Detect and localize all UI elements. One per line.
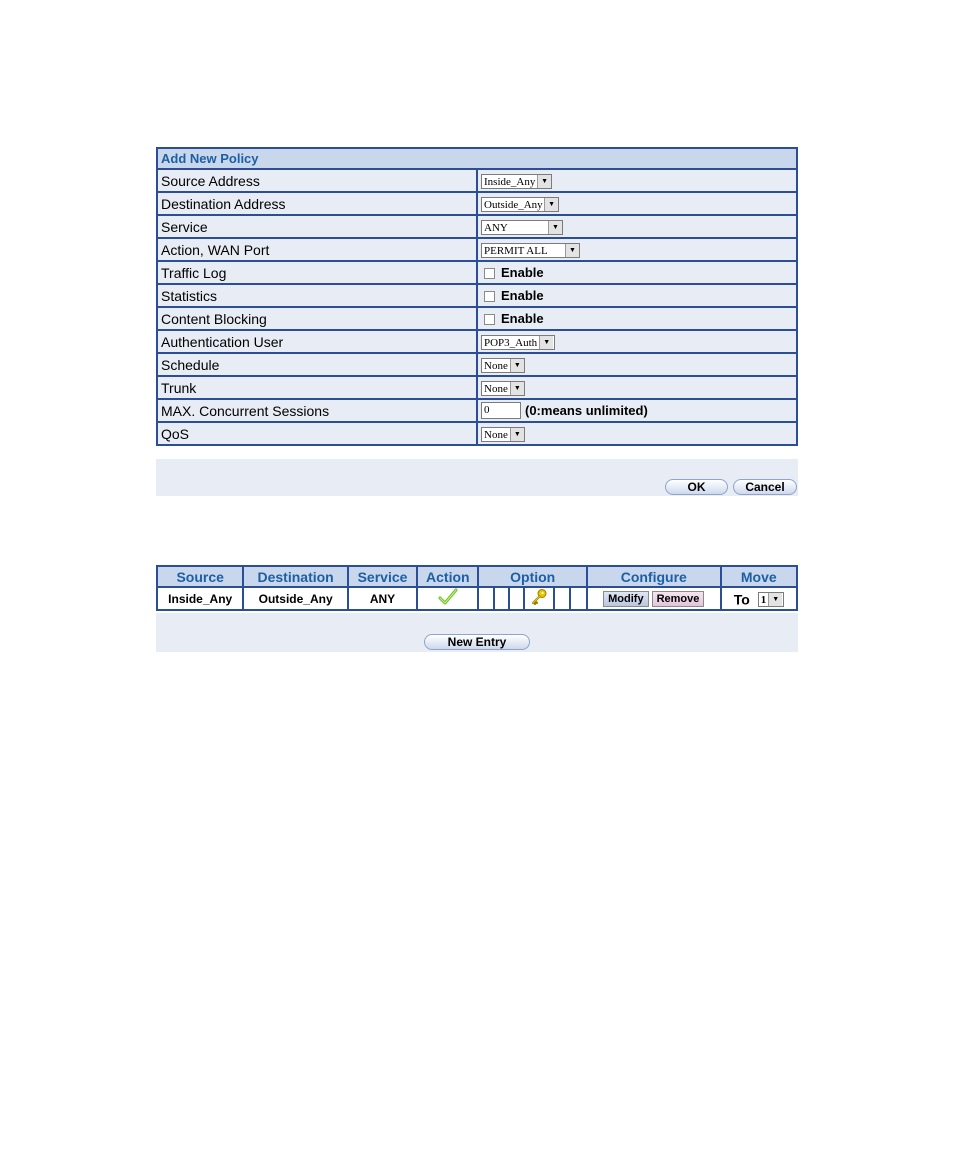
traffic-log-enable-label: Enable [501, 265, 544, 281]
col-header-destination: Destination [243, 566, 347, 587]
authentication-user-row [157, 330, 797, 353]
trunk-row [157, 376, 797, 399]
traffic-log-label: Traffic Log [157, 261, 477, 284]
row-destination: Outside_Any [243, 587, 347, 610]
option-cell-auth [524, 587, 554, 610]
col-header-move: Move [721, 566, 797, 587]
source-address-select[interactable] [481, 174, 552, 189]
content-blocking-checkbox[interactable] [484, 314, 495, 325]
qos-value: None [484, 428, 508, 441]
chevron-down-icon: ▼ [565, 244, 579, 257]
authentication-user-label: Authentication User [157, 330, 477, 353]
trunk-label: Trunk [157, 376, 477, 399]
move-position-value: 1 [760, 593, 767, 606]
chevron-down-icon: ▼ [539, 336, 553, 349]
option-cell-2 [494, 587, 509, 610]
source-address-row [157, 169, 797, 192]
chevron-down-icon: ▼ [510, 428, 524, 441]
action-wan-port-value: PERMIT ALL [484, 244, 548, 257]
col-header-service: Service [348, 566, 417, 587]
chevron-down-icon: ▼ [537, 175, 551, 188]
destination-address-value: Outside_Any [484, 198, 543, 211]
chevron-down-icon: ▼ [768, 593, 782, 606]
move-position-select[interactable] [758, 592, 784, 607]
chevron-down-icon: ▼ [548, 221, 562, 234]
action-wan-port-row [157, 238, 797, 261]
traffic-log-checkbox[interactable] [484, 268, 495, 279]
trunk-value: None [484, 382, 508, 395]
max-sessions-hint: (0:means unlimited) [525, 403, 648, 419]
source-address-value: Inside_Any [484, 175, 536, 188]
form-title: Add New Policy [157, 148, 797, 169]
list-header-row [157, 566, 797, 587]
statistics-label: Statistics [157, 284, 477, 307]
statistics-enable-label: Enable [501, 288, 544, 304]
col-header-configure: Configure [587, 566, 721, 587]
max-sessions-input[interactable]: 0 [481, 402, 521, 419]
key-icon [530, 588, 548, 606]
row-service: ANY [348, 587, 417, 610]
add-policy-form [156, 147, 798, 446]
option-cell-5 [554, 587, 570, 610]
table-row [157, 587, 797, 610]
destination-address-select[interactable] [481, 197, 559, 212]
authentication-user-value: POP3_Auth [484, 336, 538, 349]
check-icon [438, 588, 458, 606]
form-footer [156, 459, 798, 496]
col-header-action: Action [417, 566, 478, 587]
new-entry-button[interactable]: New Entry [424, 634, 530, 650]
row-source: Inside_Any [157, 587, 243, 610]
action-wan-port-label: Action, WAN Port [157, 238, 477, 261]
statistics-row [157, 284, 797, 307]
qos-select[interactable] [481, 427, 525, 442]
authentication-user-select[interactable] [481, 335, 555, 350]
chevron-down-icon: ▼ [510, 382, 524, 395]
ok-button[interactable]: OK [665, 479, 728, 495]
action-wan-port-select[interactable] [481, 243, 580, 258]
option-cell-1 [478, 587, 493, 610]
schedule-row [157, 353, 797, 376]
remove-button[interactable]: Remove [652, 591, 705, 607]
schedule-select[interactable] [481, 358, 525, 373]
max-sessions-row [157, 399, 797, 422]
row-move [721, 587, 797, 610]
service-row [157, 215, 797, 238]
qos-row [157, 422, 797, 445]
row-action [417, 587, 478, 610]
service-select[interactable] [481, 220, 563, 235]
content-blocking-row [157, 307, 797, 330]
option-cell-6 [570, 587, 587, 610]
destination-address-row [157, 192, 797, 215]
chevron-down-icon: ▼ [544, 198, 558, 211]
max-sessions-label: MAX. Concurrent Sessions [157, 399, 477, 422]
source-address-label: Source Address [157, 169, 477, 192]
list-footer [156, 613, 798, 652]
schedule-value: None [484, 359, 508, 372]
service-value: ANY [484, 221, 508, 234]
col-header-option: Option [478, 566, 587, 587]
row-configure [587, 587, 721, 610]
schedule-label: Schedule [157, 353, 477, 376]
cancel-button[interactable]: Cancel [733, 479, 797, 495]
trunk-select[interactable] [481, 381, 525, 396]
col-header-source: Source [157, 566, 243, 587]
destination-address-label: Destination Address [157, 192, 477, 215]
content-blocking-enable-label: Enable [501, 311, 544, 327]
service-label: Service [157, 215, 477, 238]
statistics-checkbox[interactable] [484, 291, 495, 302]
option-cell-3 [509, 587, 524, 610]
content-blocking-label: Content Blocking [157, 307, 477, 330]
move-to-label: To [733, 591, 750, 608]
traffic-log-row [157, 261, 797, 284]
qos-label: QoS [157, 422, 477, 445]
chevron-down-icon: ▼ [510, 359, 524, 372]
modify-button[interactable]: Modify [603, 591, 648, 607]
policy-list-table [156, 565, 798, 611]
